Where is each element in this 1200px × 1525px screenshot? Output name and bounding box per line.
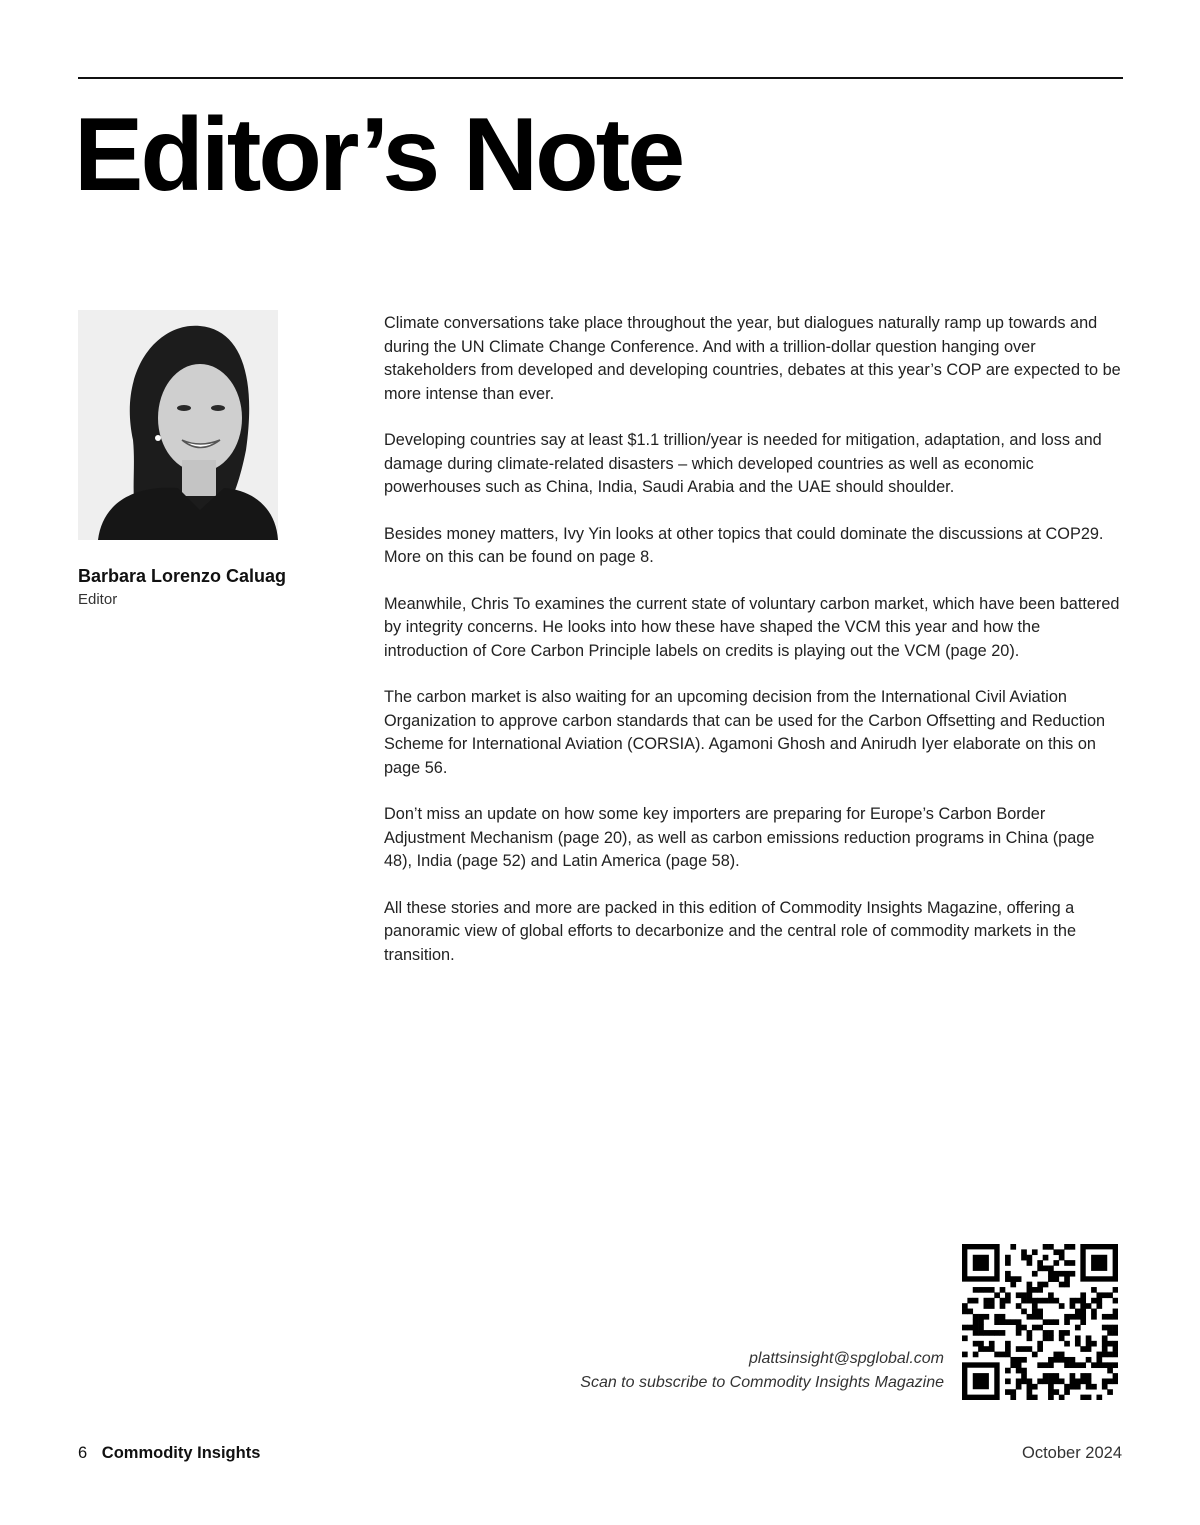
- footer-publication: [78, 1444, 260, 1463]
- subscribe-qr-code[interactable]: [962, 1244, 1118, 1400]
- article-paragraph: Developing countries say at least $1.1 trillion/year is needed for mitigation, adaptation, and loss and damage during climate-related disasters – which developed countries as well as economic powerhouses such as China, India, Saudi Arabia and the UAE should shoulder.: [384, 431, 1102, 496]
- editor-role: Editor: [78, 591, 118, 608]
- article-body: [384, 312, 1124, 990]
- page-title: Editor’s Note: [74, 97, 683, 213]
- editor-portrait: [78, 310, 278, 540]
- article-paragraph: Don’t miss an update on how some key importers are preparing for Europe’s Carbon Border Adjustment Mechanism (page 20), as well as carbon emissions reduction programs in China (page 48), India (page 52) and Latin America (page 58).: [384, 805, 1095, 870]
- editor-name: Barbara Lorenzo Caluag: [78, 566, 287, 586]
- page-number: 6: [78, 1444, 88, 1462]
- article-paragraph: Besides money matters, Ivy Yin looks at other topics that could dominate the discussions at COP29. More on this can be found on page 8.: [384, 524, 1104, 566]
- article-paragraph: Climate conversations take place throughout the year, but dialogues naturally ramp up towards and during the UN Climate Change Conference. And with a trillion-dollar question hanging over stakeholders from developed and developing countries, debates at this year’s COP are expected to be more intense than ever.: [384, 314, 1121, 403]
- top-rule: [78, 77, 1123, 79]
- article-paragraph: The carbon market is also waiting for an upcoming decision from the International Civil Aviation Organization to approve carbon standards that can be used for the Carbon Offsetting and Reduction Scheme for International Aviation (CORSIA). Agamoni Ghosh and Anirudh Iyer elaborate on this on page 56.: [384, 688, 1106, 777]
- publication-name: Commodity Insights: [101, 1444, 261, 1462]
- subscribe-block: [580, 1347, 944, 1394]
- article-paragraph: Meanwhile, Chris To examines the current state of voluntary carbon market, which have been battered by integrity concerns. He looks into how these have shaped the VCM this year and how the introduction of Core Carbon Principle labels on credits is playing out the VCM (page 20).: [384, 594, 1120, 660]
- contact-email-link[interactable]: plattsinsight@spglobal.com: [748, 1350, 944, 1367]
- article-paragraph: All these stories and more are packed in this edition of Commodity Insights Magazine, offering a panoramic view of global efforts to decarbonize and the central role of commodity markets in the transition.: [384, 898, 1077, 964]
- issue-date: October 2024: [1022, 1444, 1122, 1462]
- subscribe-caption: Scan to subscribe to Commodity Insights Magazine: [580, 1373, 944, 1391]
